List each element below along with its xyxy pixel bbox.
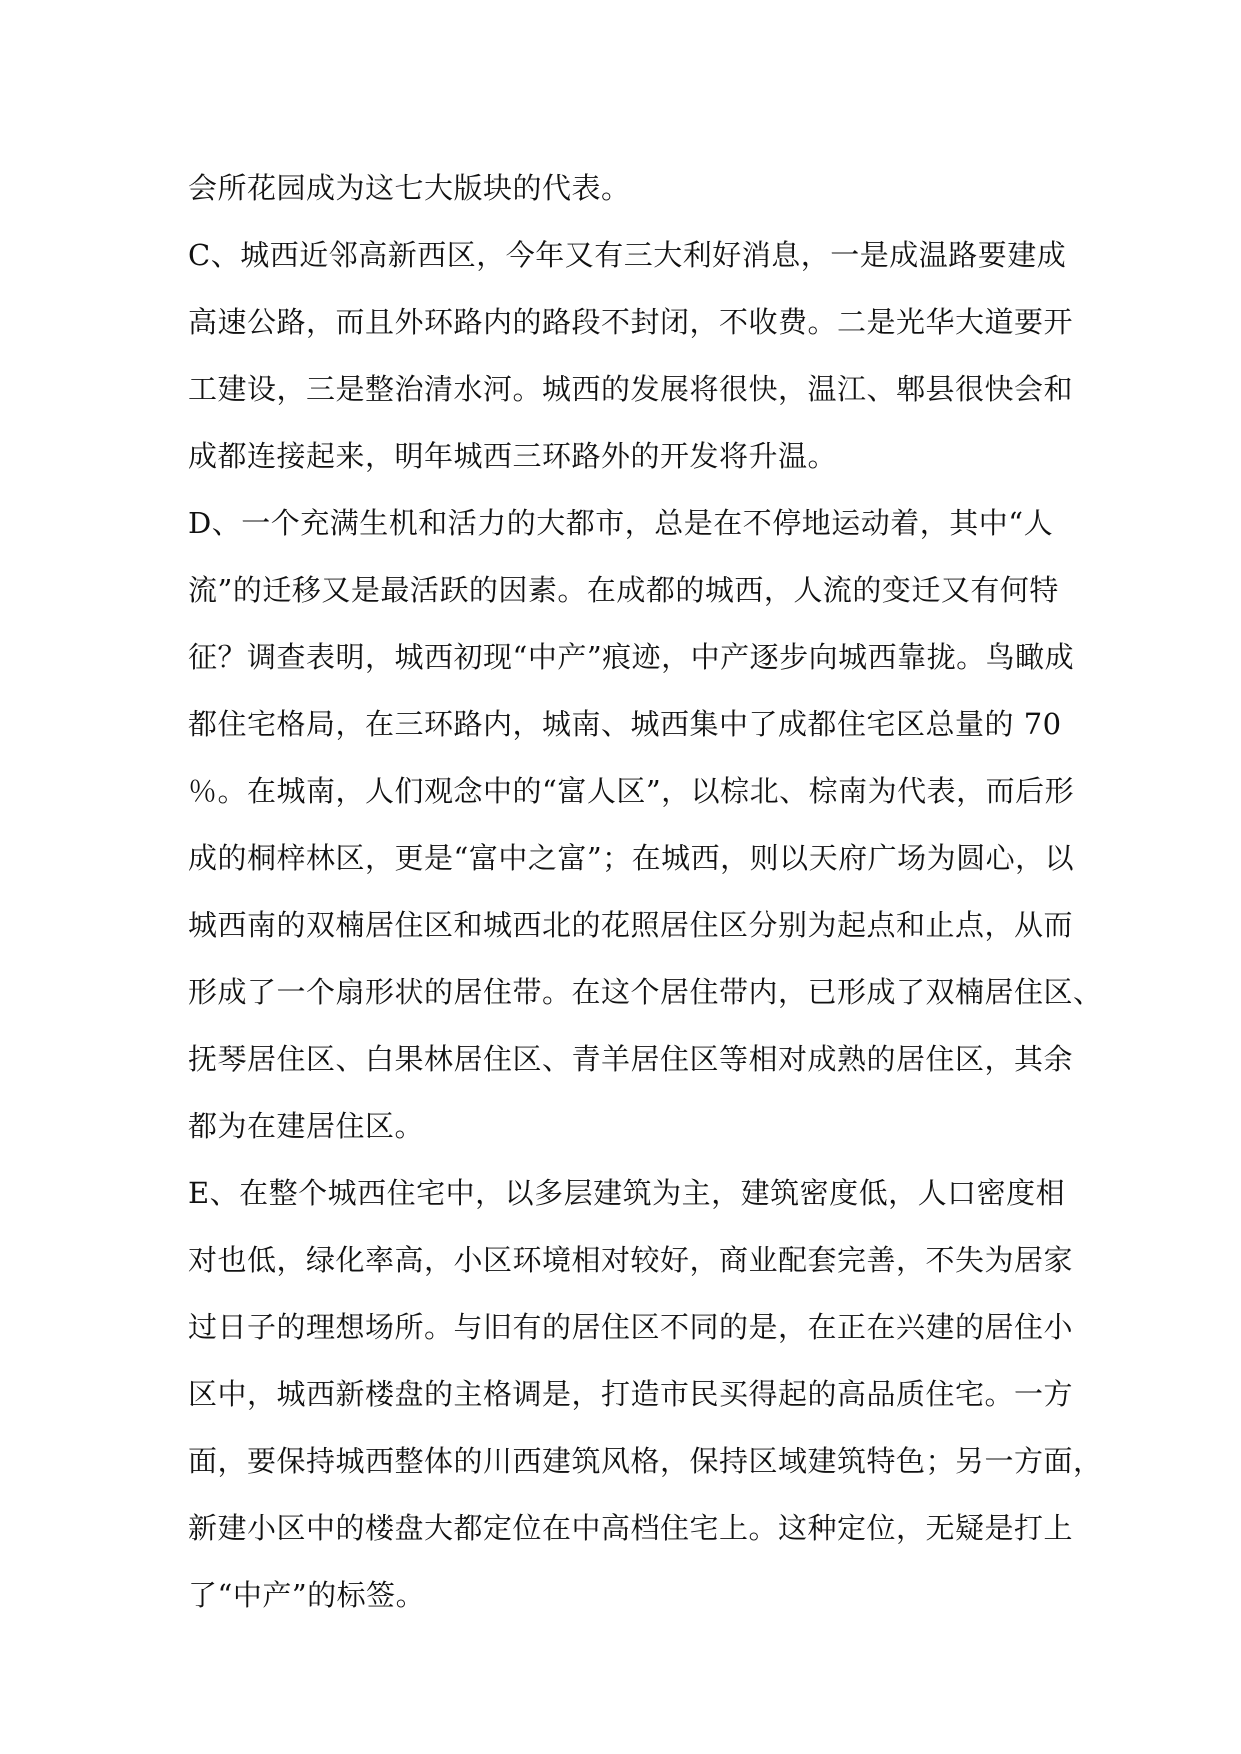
text-line: 抚琴居住区、白果林居住区、青羊居住区等相对成熟的居住区，其余 (188, 1042, 1074, 1076)
text-line: 区中，城西新楼盘的主格调是，打造市民买得起的高品质住宅。一方 (188, 1377, 1074, 1411)
text-line: 面，要保持城西整体的川西建筑风格，保持区域建筑特色；另一方面， (188, 1444, 1103, 1478)
text-line: D、一个充满生机和活力的大都市，总是在不停地运动着，其中“人 (188, 506, 1054, 540)
text-line: 会所花园成为这七大版块的代表。 (188, 171, 631, 205)
text-line: E、在整个城西住宅中，以多层建筑为主，建筑密度低，人口密度相 (188, 1176, 1066, 1210)
text-line: 对也低，绿化率高，小区环境相对较好，商业配套完善，不失为居家 (188, 1243, 1074, 1277)
text-line: 形成了一个扇形状的居住带。在这个居住带内，已形成了双楠居住区、 (188, 975, 1103, 1009)
text-line: 过日子的理想场所。与旧有的居住区不同的是，在正在兴建的居住小 (188, 1310, 1074, 1344)
text-line: 都住宅格局，在三环路内，城南、城西集中了成都住宅区总量的 70 (188, 707, 1062, 741)
text-line: 成的桐梓林区，更是“富中之富”；在城西，则以天府广场为圆心，以 (188, 841, 1075, 875)
text-line: 高速公路，而且外环路内的路段不封闭，不收费。二是光华大道要开 (188, 305, 1074, 339)
text-line: 成都连接起来，明年城西三环路外的开发将升温。 (188, 439, 838, 473)
text-line: 流”的迁移又是最活跃的因素。在成都的城西，人流的变迁又有何特 (188, 573, 1059, 607)
text-line: 城西南的双楠居住区和城西北的花照居住区分别为起点和止点，从而 (188, 908, 1074, 942)
text-line: 征？调查表明，城西初现“中产”痕迹，中产逐步向城西靠拢。鸟瞰成 (188, 640, 1075, 674)
document-body-text (188, 155, 1103, 1629)
text-line: 工建设，三是整治清水河。城西的发展将很快，温江、郫县很快会和 (188, 372, 1074, 406)
text-line: 新建小区中的楼盘大都定位在中高档住宅上。这种定位，无疑是打上 (188, 1511, 1074, 1545)
text-line: ％。在城南，人们观念中的“富人区”，以棕北、棕南为代表，而后形 (188, 774, 1075, 808)
text-line: 了“中产”的标签。 (188, 1578, 426, 1612)
text-line: C、城西近邻高新西区，今年又有三大利好消息，一是成温路要建成 (188, 238, 1067, 272)
text-line: 都为在建居住区。 (188, 1109, 425, 1143)
